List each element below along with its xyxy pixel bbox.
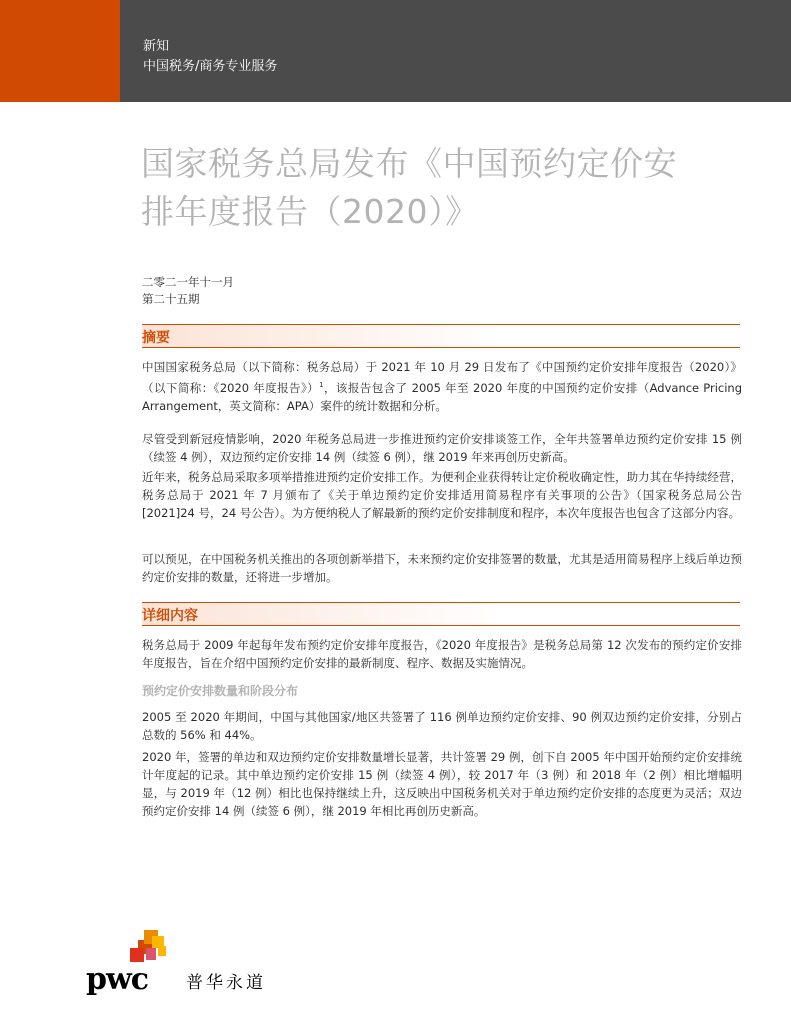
title-line-1: 国家税务总局发布《中国预约定价安 [141,144,677,183]
summary-paragraph-2: 尽管受到新冠疫情影响，2020 年税务总局进一步推进预约定价安排谈签工作，全年共签署单边预约定价安排 15 例（续签 4 例），双边预约定价安排 14 例（续签 6 例），继 2019 年来再创历史新高。 [142,432,742,464]
footnote-marker[interactable]: 1 [319,381,324,389]
summary-heading: 摘要 [142,330,170,346]
details-heading: 详细内容 [142,608,198,624]
summary-heading-bar [142,324,740,348]
issue-number: 第二十五期 [142,292,200,306]
pwc-logo [86,930,286,1000]
details-paragraph-3: 2020 年，签署的单边和双边预约定价安排数量增长显著，共计签署 29 例，创下自 2005 年中国开始预约定价安排统计年度起的记录。其中单边预约定价安排 15 例（续签 4 例），较 2017 年（3 例）和 2018 年（2 例）相比增幅明显，与 2019 年（12 例）相比也保持继续上升，这反映出中国税务机关对于单边预约定价安排的态度更为灵活；双边预约定价安排 14 例（续签 6 例），继 2019 年相比再创历史新高。 [142,750,742,818]
header-publication: 新知 [143,39,170,54]
header-category: 中国税务/商务专业服务 [143,59,278,74]
details-paragraph-2: 2005 至 2020 年期间，中国与其他国家/地区共签署了 116 例单边预约定价安排、90 例双边预约定价安排，分别占总数的 56% 和 44%。 [142,710,742,742]
summary-p1-text: 中国国家税务总局（以下简称：税务总局）于 2021 年 10 月 29 日发布了《中国预约定价安排年度报告（2020）》（以下简称：《2020 年度报告》） [142,360,742,395]
pwc-wordmark: pwc [86,962,149,997]
details-paragraph-1: 税务总局于 2009 年起每年发布预约定价安排年度报告，《2020 年度报告》是税务总局第 12 次发布的预约定价安排年度报告，旨在介绍中国预约定价安排的最新制度、程序、数据及实施情况。 [142,638,742,670]
title-line-2: 排年度报告（2020）》 [141,192,479,231]
issue-date: 二零二一年十一月 [142,275,234,289]
summary-paragraph-3: 近年来，税务总局采取多项举措推进预约定价安排工作。为便利企业获得转让定价税收确定性，助力其在华持续经营，税务总局于 2021 年 7 月颁布了《关于单边预约定价安排适用简易程序有关事项的公告》（国家税务总局公告[2021]24 号，24 号公告）。为方便纳税人了解最新的预约定价安排制度和程序，本次年度报告也包含了这部分内容。 [142,470,742,520]
header-text [143,37,277,77]
summary-paragraph-1 [142,358,742,415]
summary-p1-text-cont: ，该报告包含了 2005 年至 2020 年度的中国预约定价安排（Advance Pricing Arrangement，英文简称：APA）案件的统计数据和分析。 [142,380,742,413]
summary-paragraph-4: 可以预见，在中国税务机关推出的各项创新举措下，未来预约定价安排签署的数量，尤其是适用简易程序上线后单边预约定价安排的数量，还将进一步增加。 [142,552,742,584]
page-title [141,140,761,236]
details-heading-bar [142,602,740,626]
details-subheading: 预约定价安排数量和阶段分布 [142,684,299,698]
pwc-chinese-brand: 普华永道 [186,973,266,993]
header-accent-block [0,0,120,102]
issue-info [142,274,234,308]
